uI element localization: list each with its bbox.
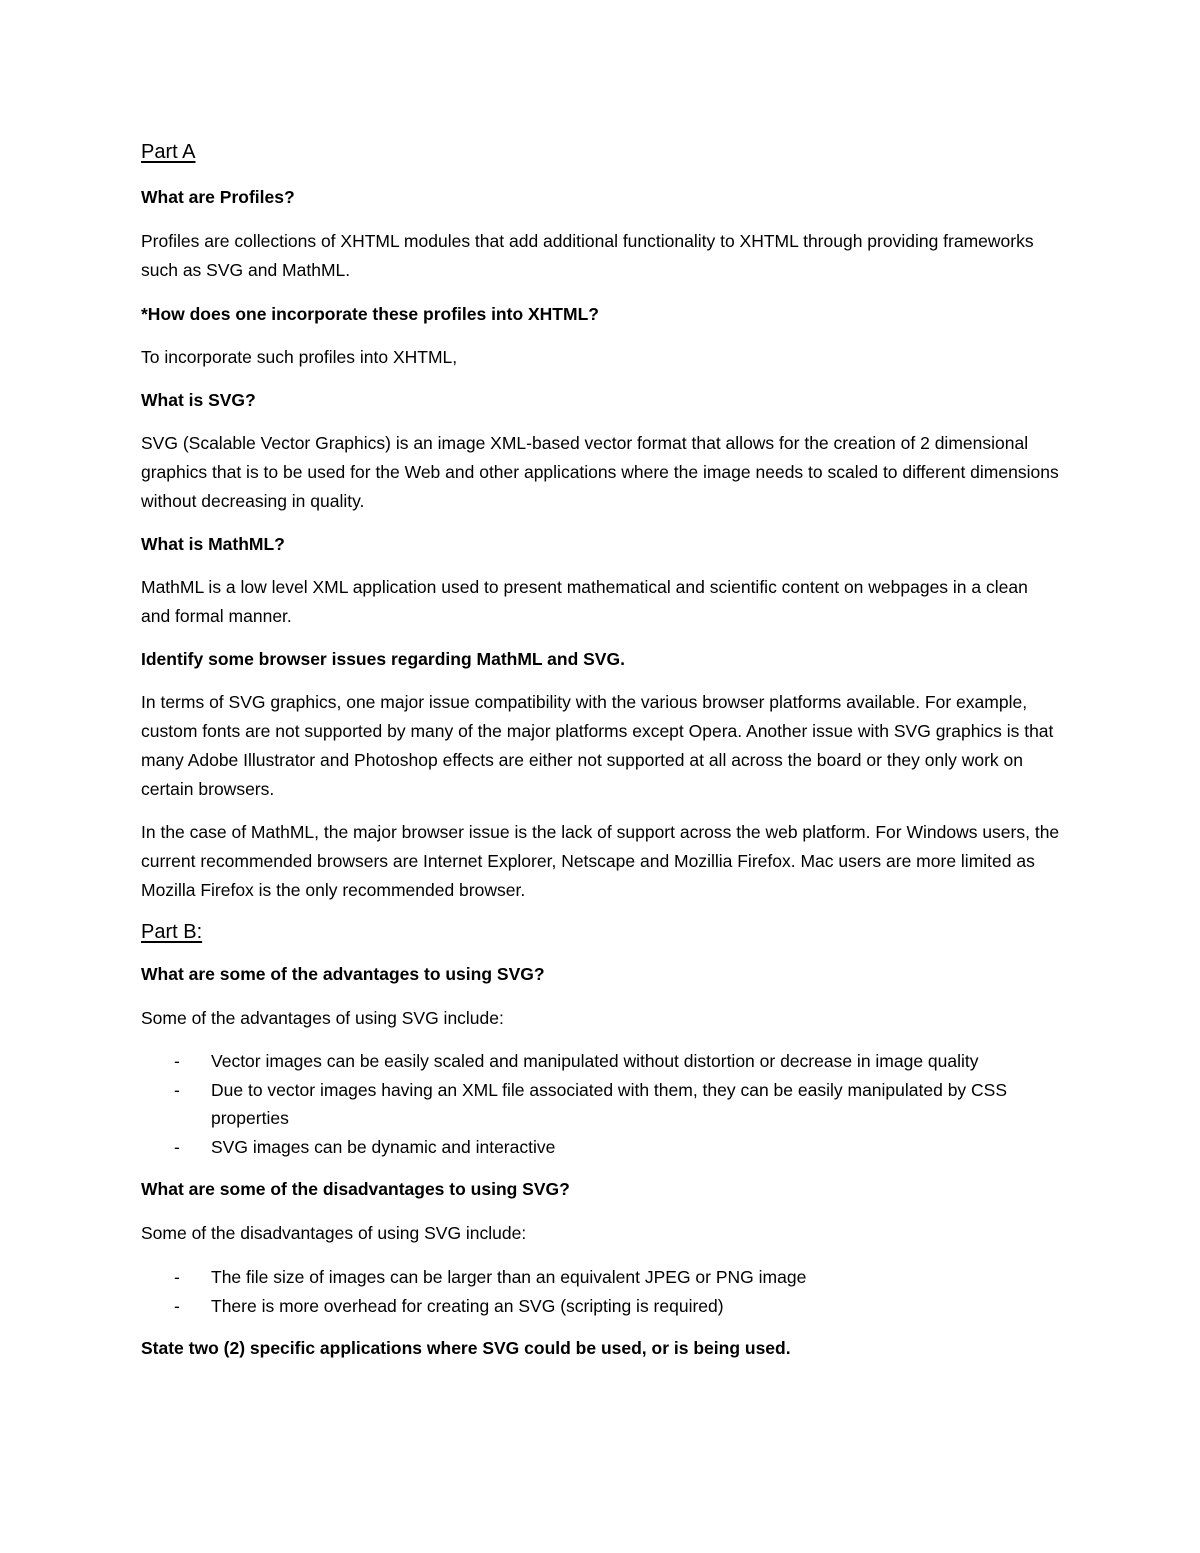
answer-svg: SVG (Scalable Vector Graphics) is an image XML-based vector format that allows for the creation of 2 dimensional graphics that is to be used for the Web and other applications where the image needs to scaled to different dimensions without decreasing in quality. [141, 433, 1059, 511]
part-b-heading: Part B: [141, 921, 203, 943]
part-a-heading: Part A [141, 141, 196, 163]
answer-browser-issues-mathml: In the case of MathML, the major browser issue is the lack of support across the web platform. For Windows users, the current recommended browsers are Internet Explorer, Netscape and Mozillia Firefox. Mac users are more limited as Mozilla Firefox is the only recommended browser. [141, 822, 1060, 900]
question-browser-issues: Identify some browser issues regarding MathML and SVG. [141, 649, 625, 669]
answer-profiles: Profiles are collections of XHTML modules that add additional functionality to XHTML through providing frameworks such as SVG and MathML. [141, 231, 1034, 280]
disadvantages-list [141, 1263, 1061, 1320]
list-item: - There is more overhead for creating an SVG (scripting is required) [141, 1292, 1061, 1321]
dash-marker: - [174, 1295, 180, 1316]
question-incorporate-profiles: *How does one incorporate these profiles into XHTML? [141, 304, 599, 324]
dash-marker: - [174, 1079, 180, 1100]
dash-marker: - [174, 1136, 180, 1157]
dash-marker: - [174, 1267, 180, 1287]
question-profiles: What are Profiles? [141, 187, 295, 207]
list-item: - The file size of images can be larger than an equivalent JPEG or PNG image [141, 1263, 1061, 1292]
question-svg: What is SVG? [141, 390, 256, 410]
answer-incorporate-profiles: To incorporate such profiles into XHTML, [141, 347, 458, 367]
advantages-list [141, 1047, 1061, 1161]
list-item: - SVG images can be dynamic and interactive [141, 1133, 1061, 1162]
answer-svg-advantages-intro: Some of the advantages of using SVG include: [141, 1008, 504, 1028]
list-item: - Vector images can be easily scaled and manipulated without distortion or decrease in image quality [141, 1047, 1061, 1076]
question-svg-disadvantages: What are some of the disadvantages to using SVG? [141, 1179, 570, 1199]
question-svg-advantages: What are some of the advantages to using SVG? [141, 964, 545, 984]
question-svg-applications: State two (2) specific applications where SVG could be used, or is being used. [141, 1338, 791, 1358]
answer-browser-issues-svg: In terms of SVG graphics, one major issue compatibility with the various browser platforms available. For example, custom fonts are not supported by many of the major platforms except Opera. Another issue with SVG graphics is that many Adobe Illustrator and Photoshop effects are either not supported at all across the board or they only work on certain browsers. [141, 692, 1054, 799]
document-page [141, 138, 1061, 1362]
answer-svg-disadvantages-intro: Some of the disadvantages of using SVG include: [141, 1223, 527, 1243]
answer-mathml: MathML is a low level XML application used to present mathematical and scientific content on webpages in a clean and formal manner. [141, 577, 1028, 626]
dash-marker: - [174, 1051, 180, 1071]
question-mathml: What is MathML? [141, 534, 285, 554]
list-item: - Due to vector images having an XML file associated with them, they can be easily manipulated by CSS properties [141, 1076, 1061, 1133]
